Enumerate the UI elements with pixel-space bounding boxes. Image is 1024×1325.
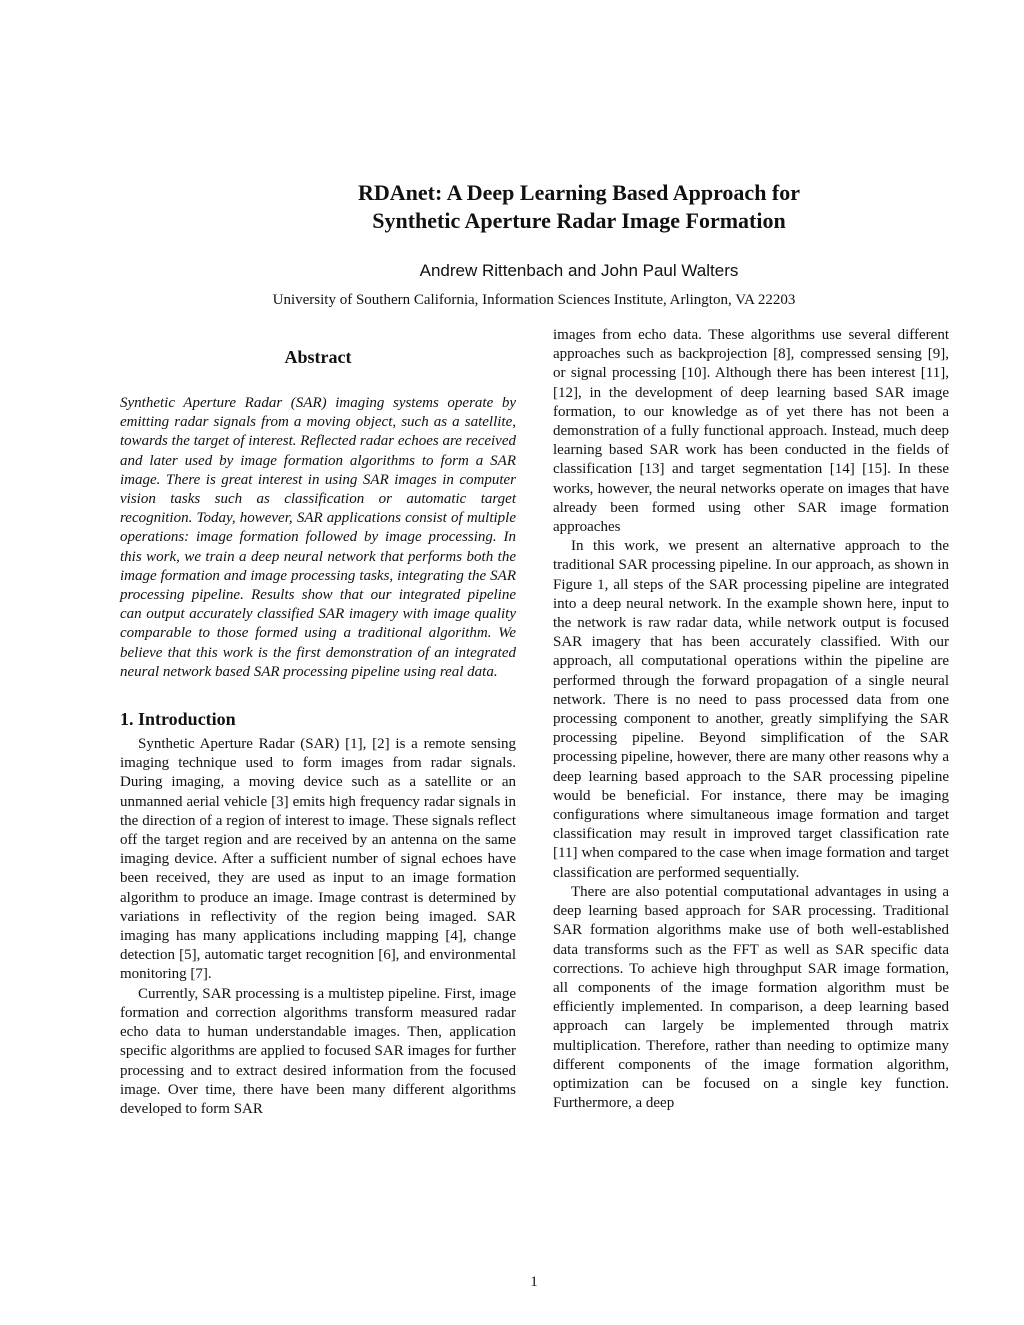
intro-paragraph-4: There are also potential computational advantages in using a deep learning based approach for SAR processing. Traditional SAR formation algorithms make use of both well-established data transforms such as the FFT as well as SAR specific data corrections. To achieve high throughput SAR image formation, all components of the image formation algorithm must be efficiently implemented. In comparison, a deep learning based approach can largely be implemented through matrix multiplication. Therefore, rather than needing to optimize many different components of the image formation algorithm, optimization can be focused on a single key function. Furthermore, a deep — [553, 883, 949, 1112]
intro-paragraph-2-continued: images from echo data. These algorithms use several different approaches such as backprojection [8], compressed sensing [9], or signal processing [10]. Although there has been interest [11], [12], in the development of deep learning based SAR image formation, to our knowledge as of yet there has not been a demonstration of a fully functional approach. Instead, much deep learning based SAR work has been conducted in the fields of classification [13] and target segmentation [14] [15]. In these works, however, the neural networks operate on images that have already been formed using other SAR image formation approaches — [553, 327, 949, 536]
introduction-heading: 1. Introduction — [120, 709, 236, 730]
author-affiliation: University of Southern California, Information Sciences Institute, Arlington, VA 22203 — [272, 292, 796, 308]
right-column — [553, 326, 949, 1113]
intro-paragraph-3: In this work, we present an alternative approach to the traditional SAR processing pipeline. In our approach, as shown in Figure 1, all steps of the SAR processing pipeline are integrated into a deep neural network. In the example shown here, input to the network is raw radar data, while network output is focused SAR imagery that has been accurately classified. With our approach, all computational operations within the pipeline are performed through the forward propagation of a single neural network. There is no need to pass processed data from one processing component to another, greatly simplifying the SAR processing pipeline. Beyond simplification of the SAR processing pipeline, however, there are many other reasons why a deep learning based approach to the SAR processing pipeline would be beneficial. For instance, there may be imaging configurations where simultaneous image formation and target classification may result in improved target classification rate [11] when compared to the case when image formation and target classification are performed sequentially. — [553, 538, 949, 881]
paper-title-line-1: RDAnet: A Deep Learning Based Approach for — [357, 180, 801, 205]
abstract-heading: Abstract — [284, 347, 352, 367]
paper-title-line-2: Synthetic Aperture Radar Image Formation — [372, 208, 786, 233]
left-column — [120, 345, 516, 1119]
intro-paragraph-1: Synthetic Aperture Radar (SAR) [1], [2] is a remote sensing imaging technique used to form images from radar signals. During imaging, a moving device such as a satellite or an unmanned aerial vehicle [3] emits high frequency radar signals in the direction of a region of interest to image. These signals reflect off the target region and are received by an antenna on the same imaging device. After a sufficient number of signal echoes have been received, they are used as input to an image formation algorithm to produce an image. Image contrast is determined by variations in reflectivity of the region being imaged. SAR imaging has many applications including mapping [4], change detection [5], automatic target recognition [6], and environmental monitoring [7]. — [120, 736, 516, 983]
abstract-text: Synthetic Aperture Radar (SAR) imaging systems operate by emitting radar signals from a moving object, such as a satellite, towards the target of interest. Reflected radar echoes are received and later used by image formation algorithms to form a SAR image. There is great interest in using SAR images in computer vision tasks such as classification or automatic target recognition. Today, however, SAR applications consist of multiple operations: image formation followed by image processing. In this work, we train a deep neural network that performs both the image formation and image processing tasks, integrating the SAR processing pipeline. Results show that our integrated pipeline can output accurately classified SAR imagery with image quality comparable to those formed using a traditional algorithm. We believe that this work is the first demonstration of an integrated neural network based SAR processing pipeline using real data. — [120, 395, 516, 680]
author-list: Andrew Rittenbach and John Paul Walters — [419, 261, 739, 280]
intro-paragraph-2: Currently, SAR processing is a multistep pipeline. First, image formation and correction algorithms transform measured radar echo data to human understandable images. Then, application specific algorithms are applied to focused SAR images for further processing and to extract desired information from the focused image. Over time, there have been many different algorithms developed to form SAR — [120, 985, 516, 1117]
page-number: 1 — [530, 1274, 538, 1290]
